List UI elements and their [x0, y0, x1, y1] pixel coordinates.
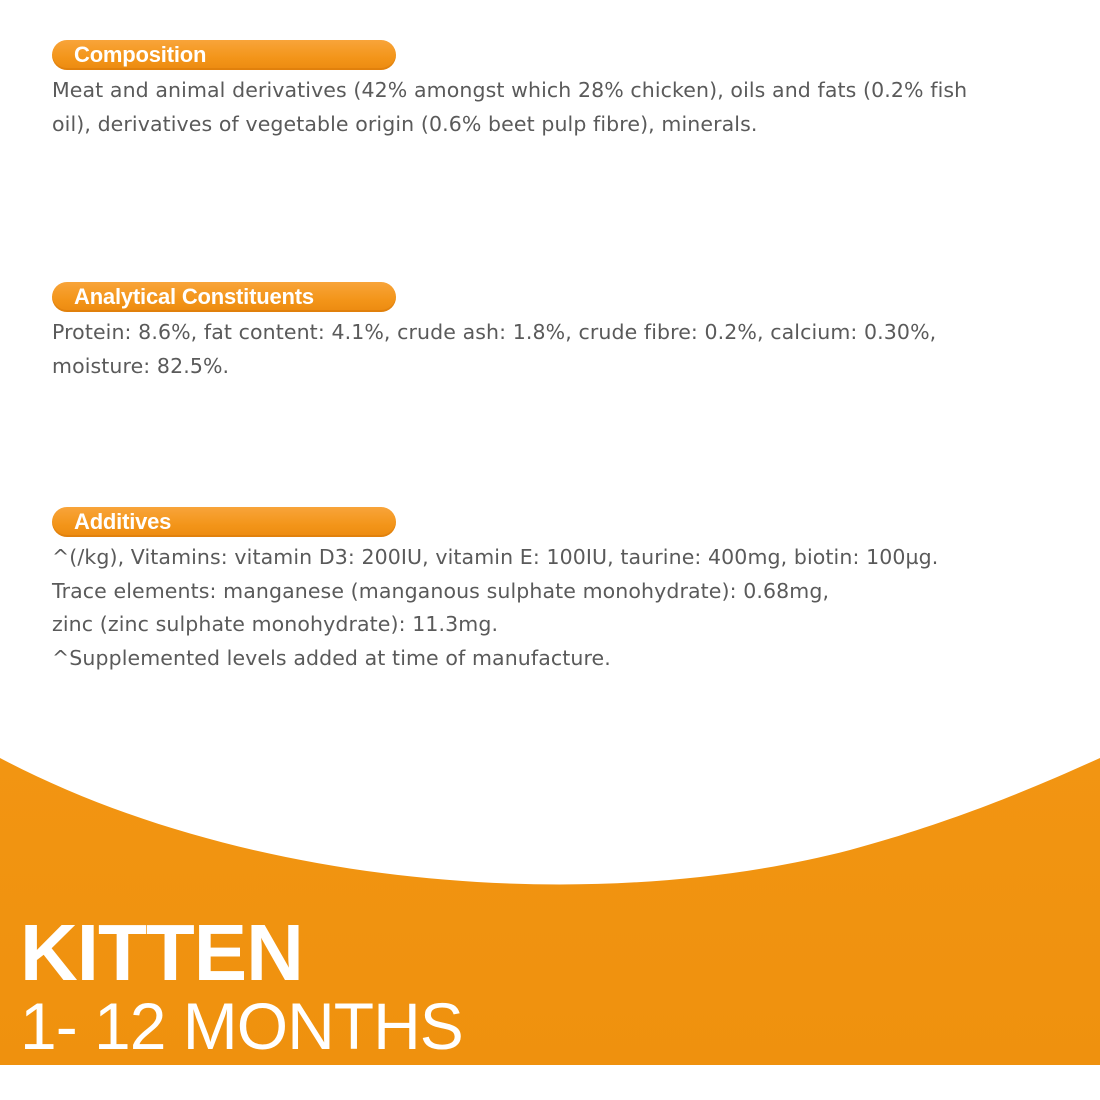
composition-heading: Composition — [74, 42, 207, 67]
composition-line: oil), derivatives of vegetable origin (0.6% beet pulp fibre), minerals. — [52, 111, 758, 136]
additives-line: zinc (zinc sulphate monohydrate): 11.3mg. — [52, 612, 499, 636]
analytical-line: Protein: 8.6%, fat content: 4.1%, crude ash: 1.8%, crude fibre: 0.2%, calcium: 0.30%, — [52, 320, 937, 344]
composition-section — [52, 40, 1052, 141]
additives-heading-pill — [52, 507, 396, 537]
composition-heading-pill — [52, 40, 396, 70]
analytical-line: moisture: 82.5%. — [52, 353, 230, 378]
analytical-heading: Analytical Constituents — [74, 284, 314, 309]
additives-section — [52, 507, 1052, 675]
additives-line: ^(/kg), Vitamins: vitamin D3: 200IU, vitamin E: 100IU, taurine: 400mg, biotin: 100µg. — [52, 545, 939, 569]
additives-heading: Additives — [74, 509, 172, 534]
footer-title-kitten: KITTEN — [20, 908, 303, 997]
additives-text — [52, 541, 1052, 675]
analytical-heading-pill — [52, 282, 396, 312]
additives-line: Trace elements: manganese (manganous sulphate monohydrate): 0.68mg, — [52, 578, 830, 603]
composition-text — [52, 74, 1052, 141]
analytical-constituents-section — [52, 282, 1052, 383]
analytical-text — [52, 316, 1052, 383]
additives-line: ^Supplemented levels added at time of manufacture. — [52, 645, 611, 670]
composition-line: Meat and animal derivatives (42% amongst which 28% chicken), oils and fats (0.2% fish — [52, 78, 968, 102]
footer-title-age-range: 1- 12 MONTHS — [20, 989, 463, 1063]
